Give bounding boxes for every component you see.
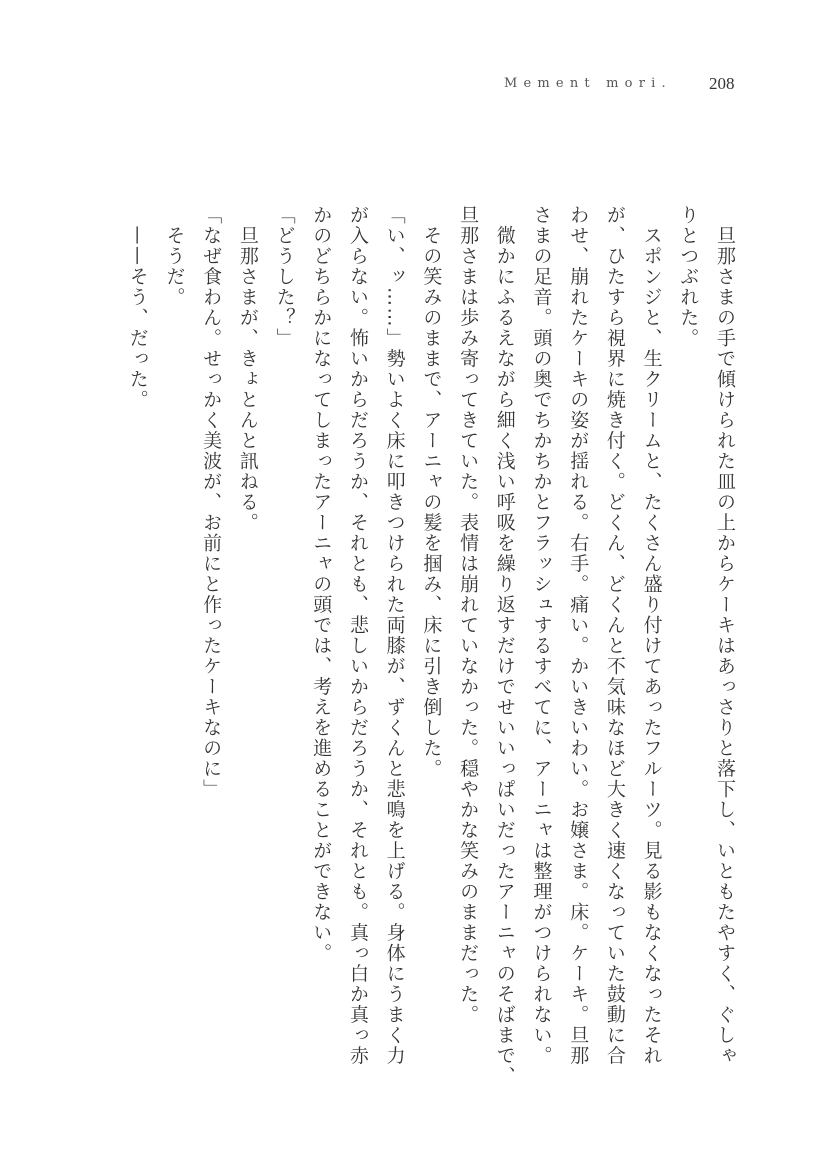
text-line: 旦那さまの手で傾けられた皿の上からケーキはあっさりと落下し、いともたやすく、ぐしゃ [714, 205, 736, 1066]
page-number: 208 [709, 74, 735, 93]
text-line: が入らない。怖いからだろうか、それとも、悲しいからだろうか、それとも。真っ白か真っ赤 [346, 205, 369, 1066]
running-title: Mement mori. [504, 76, 672, 91]
text-line: その笑みのままで、アーニャの髪を掴み、床に引き倒した。 [420, 205, 443, 779]
text-line: スポンジと、生クリームと、たくさん盛り付けてあったフルーツ。見る影もなくなったそれ [640, 205, 663, 1066]
body-text [119, 205, 743, 1085]
text-line: ——そう、だった。 [126, 205, 149, 410]
text-line: 「なぜ食わん。せっかく美波が、お前にと作ったケーキなのに」 [200, 205, 223, 800]
text-line: 微かにふるえながら細く浅い呼吸を繰り返すだけでせいいっぱいだったアーニャのそばまで、 [493, 205, 516, 1087]
text-line: かのどちらかになってしまったアーニャの頭では、考えを進めることができない。 [310, 205, 333, 964]
text-line: が、ひたすら視界に焼き付く。どくん、どくんと不気味なほど大きく速くなっていた鼓動に合 [603, 205, 626, 1066]
text-line: 「どうした？」 [273, 205, 296, 349]
text-line: 旦那さまが、きょとんと訊ねる。 [236, 205, 259, 533]
text-line: 「い、ッ……」勢いよく床に叩きつけられた両膝が、ずくんと悲鳴を上げる。身体にうまく力 [383, 205, 406, 1066]
text-line: りとつぶれた。 [677, 205, 700, 349]
text-line: わせ、崩れたケーキの姿が揺れる。右手。痛い。かいきいわい。お嬢さま。床。ケーキ。旦那 [567, 205, 590, 1066]
text-line: さまの足音。頭の奥でちかちかとフラッシュするすべてに、アーニャは整理がつけられない。 [530, 205, 553, 1066]
text-line: 旦那さまは歩み寄ってきていた。表情は崩れていなかった。穏やかな笑みのままだった。 [457, 205, 480, 1025]
text-line: そうだ。 [163, 205, 186, 308]
